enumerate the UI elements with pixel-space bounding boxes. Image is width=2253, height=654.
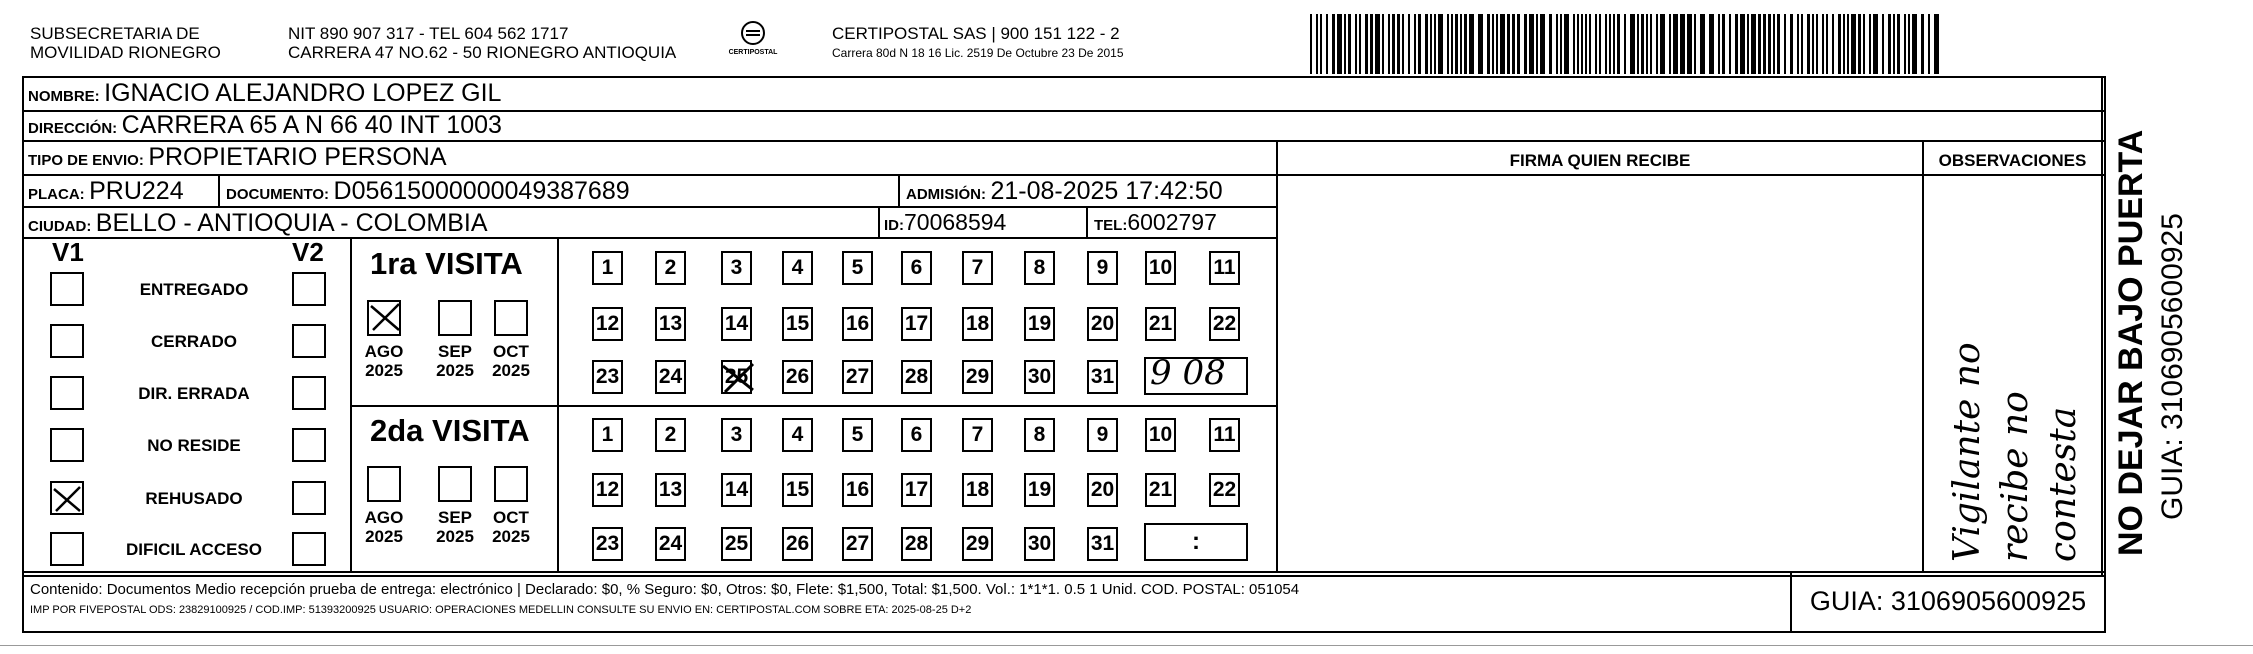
month-year: 2025 xyxy=(492,361,530,380)
tipo-envio-label: TIPO DE ENVIO: xyxy=(28,152,144,169)
tel-value: 6002797 xyxy=(1127,209,1217,235)
first-visit-day-box[interactable]: 23 xyxy=(592,360,623,394)
sender-nit-line2: CARRERA 47 NO.62 - 50 RIONEGRO ANTIOQUIA xyxy=(288,43,677,62)
admision-value: 21-08-2025 17:42:50 xyxy=(990,177,1223,205)
month-name: SEP xyxy=(437,508,473,527)
side-warning: NO DEJAR BAJO PUERTA xyxy=(2112,129,2150,556)
first-visit-day-box[interactable]: 30 xyxy=(1024,360,1055,394)
barcode xyxy=(1310,14,1950,74)
second-visit-day-box[interactable]: 13 xyxy=(655,473,686,507)
admision-label: ADMISIÓN: xyxy=(906,186,986,203)
v2-checkbox[interactable] xyxy=(292,532,326,566)
first-visit-day-box[interactable]: 24 xyxy=(655,360,686,394)
v2-header: V2 xyxy=(292,237,324,267)
first-visit-day-box[interactable]: 25 xyxy=(721,360,752,394)
id-field xyxy=(884,209,1006,236)
second-visit-day-box[interactable]: 15 xyxy=(782,473,813,507)
tipo-envio-row xyxy=(28,143,447,172)
first-visit-day-box[interactable]: 20 xyxy=(1087,307,1118,341)
day-cross-mark-icon xyxy=(721,360,755,401)
month-name: AGO xyxy=(364,342,404,361)
tel-label: TEL: xyxy=(1094,217,1128,234)
second-visit-day-box[interactable]: 6 xyxy=(901,418,932,452)
first-visit-day-box[interactable]: 18 xyxy=(962,307,993,341)
month-year: 2025 xyxy=(365,361,403,380)
v1-checkbox[interactable] xyxy=(50,532,84,566)
direccion-label: DIRECCIÓN: xyxy=(28,120,118,137)
v2-checkbox[interactable] xyxy=(292,428,326,462)
second-visit-day-box[interactable]: 1 xyxy=(592,418,623,452)
first-visit-day-box[interactable]: 9 xyxy=(1087,251,1118,285)
first-visit-day-box[interactable]: 6 xyxy=(901,251,932,285)
first-visit-day-box[interactable]: 4 xyxy=(782,251,813,285)
first-visit-month-checkbox[interactable] xyxy=(438,300,472,336)
second-visit-day-box[interactable]: 23 xyxy=(592,527,623,561)
second-visit-day-box[interactable]: 9 xyxy=(1087,418,1118,452)
second-visit-day-box[interactable]: 31 xyxy=(1087,527,1118,561)
second-visit-day-box[interactable]: 12 xyxy=(592,473,623,507)
status-label: DIR. ERRADA xyxy=(138,384,250,403)
first-visit-day-box[interactable]: 16 xyxy=(842,307,873,341)
first-visit-month-label xyxy=(428,342,482,380)
second-visit-month-checkbox[interactable] xyxy=(438,466,472,502)
observation-handwriting: Vigilante no recibe no contesta xyxy=(1947,342,2084,562)
first-visit-month-label xyxy=(484,342,538,380)
second-visit-month-label xyxy=(357,508,411,546)
second-visit-day-box[interactable]: 26 xyxy=(782,527,813,561)
second-visit-month-checkbox[interactable] xyxy=(367,466,401,502)
month-year: 2025 xyxy=(436,361,474,380)
first-visit-day-box[interactable]: 21 xyxy=(1145,307,1176,341)
second-visit-label: 2da VISITA xyxy=(370,413,530,448)
second-visit-day-box[interactable]: 14 xyxy=(721,473,752,507)
status-label: ENTREGADO xyxy=(139,280,249,299)
second-visit-day-box[interactable]: 10 xyxy=(1145,418,1176,452)
observaciones-header: OBSERVACIONES xyxy=(1938,151,2087,170)
first-visit-day-box[interactable]: 28 xyxy=(901,360,932,394)
footer-frame xyxy=(22,573,2106,633)
v1-checkbox[interactable] xyxy=(50,481,84,515)
nombre-value: IGNACIO ALEJANDRO LOPEZ GIL xyxy=(104,79,502,107)
first-visit-month-label xyxy=(357,342,411,380)
placa-field xyxy=(28,177,184,206)
second-visit-month-label xyxy=(484,508,538,546)
sender-nit-line1: NIT 890 907 317 - TEL 604 562 1717 xyxy=(288,24,569,43)
second-visit-day-box[interactable]: 27 xyxy=(842,527,873,561)
first-visit-day-box[interactable]: 22 xyxy=(1209,307,1240,341)
second-visit-day-box[interactable]: 21 xyxy=(1145,473,1176,507)
courier-line2: Carrera 80d N 18 16 Lic. 2519 De Octubre 23 De 2015 xyxy=(832,46,1124,60)
certipostal-logo xyxy=(728,20,778,56)
second-visit-day-box[interactable]: 24 xyxy=(655,527,686,561)
second-visit-day-box[interactable]: 16 xyxy=(842,473,873,507)
first-visit-label: 1ra VISITA xyxy=(370,246,523,281)
first-visit-time: 9 08 xyxy=(1150,353,1226,393)
first-visit-day-box[interactable]: 8 xyxy=(1024,251,1055,285)
side-guia: GUIA: 3106905600925 xyxy=(2156,213,2189,520)
second-visit-day-box[interactable]: 7 xyxy=(962,418,993,452)
v1-header: V1 xyxy=(52,237,84,267)
second-visit-day-box[interactable]: 25 xyxy=(721,527,752,561)
footer-imp: IMP POR FIVEPOSTAL ODS: 23829100925 / COD.IMP: 51393200925 USUARIO: OPERACIONES MEDELLIN CONSULTE SU ENVIO EN: CERTIPOSTAL.COM SOBRE ETA: 2025-08-25 D+2 xyxy=(30,604,972,616)
second-visit-day-box[interactable]: 17 xyxy=(901,473,932,507)
first-visit-day-box[interactable]: 14 xyxy=(721,307,752,341)
second-visit-day-box[interactable]: 5 xyxy=(842,418,873,452)
second-visit-day-box[interactable]: 4 xyxy=(782,418,813,452)
firma-header: FIRMA QUIEN RECIBE xyxy=(1509,151,1691,170)
second-visit-day-box[interactable]: 28 xyxy=(901,527,932,561)
first-visit-day-box[interactable]: 19 xyxy=(1024,307,1055,341)
first-visit-day-box[interactable]: 11 xyxy=(1209,251,1240,285)
second-visit-day-box[interactable]: 18 xyxy=(962,473,993,507)
v1-checkbox[interactable] xyxy=(50,376,84,410)
month-name: OCT xyxy=(493,342,529,361)
id-label: ID: xyxy=(884,217,904,234)
first-visit-day-box[interactable]: 31 xyxy=(1087,360,1118,394)
check-mark-icon xyxy=(367,300,403,336)
month-name: SEP xyxy=(437,342,473,361)
certipostal-logo-text: CERTIPOSTAL xyxy=(728,49,778,56)
courier-line1: CERTIPOSTAL SAS | 900 151 122 - 2 xyxy=(832,24,1120,43)
second-visit-day-box[interactable]: 20 xyxy=(1087,473,1118,507)
second-visit-time-box xyxy=(1144,523,1248,561)
certipostal-logo-icon xyxy=(738,20,768,46)
first-visit-day-box[interactable]: 1 xyxy=(592,251,623,285)
month-name: OCT xyxy=(493,508,529,527)
second-visit-day-box[interactable]: 11 xyxy=(1209,418,1240,452)
sender-org-line2: MOVILIDAD RIONEGRO xyxy=(30,43,221,62)
first-visit-day-box[interactable]: 3 xyxy=(721,251,752,285)
month-year: 2025 xyxy=(436,527,474,546)
nombre-label: NOMBRE: xyxy=(28,88,100,105)
first-visit-day-box[interactable]: 12 xyxy=(592,307,623,341)
nombre-row xyxy=(28,79,501,108)
v1-checkbox[interactable] xyxy=(50,324,84,358)
first-visit-day-box[interactable]: 29 xyxy=(962,360,993,394)
first-visit-day-box[interactable]: 15 xyxy=(782,307,813,341)
first-visit-day-box[interactable]: 17 xyxy=(901,307,932,341)
id-value: 70068594 xyxy=(904,209,1007,235)
sender-org xyxy=(30,24,221,62)
ciudad-field xyxy=(28,209,488,238)
ciudad-value: BELLO - ANTIOQUIA - COLOMBIA xyxy=(95,209,488,237)
month-name: AGO xyxy=(364,508,404,527)
documento-field xyxy=(226,177,630,206)
check-mark-icon xyxy=(50,481,84,515)
second-visit-day-box[interactable]: 3 xyxy=(721,418,752,452)
footer-guia: GUIA: 3106905600925 xyxy=(1809,586,2087,616)
status-label: REHUSADO xyxy=(145,489,243,508)
documento-label: DOCUMENTO: xyxy=(226,186,330,203)
v2-checkbox[interactable] xyxy=(292,376,326,410)
second-visit-day-box[interactable]: 29 xyxy=(962,527,993,561)
documento-value: D05615000000049387689 xyxy=(333,177,630,205)
second-visit-time-placeholder: : xyxy=(1192,528,1200,555)
first-visit-month-checkbox[interactable] xyxy=(367,300,401,336)
admision-field xyxy=(906,177,1223,206)
month-year: 2025 xyxy=(492,527,530,546)
tipo-envio-value: PROPIETARIO PERSONA xyxy=(148,143,447,171)
status-label: DIFICIL ACCESO xyxy=(125,540,262,559)
first-visit-day-box[interactable]: 13 xyxy=(655,307,686,341)
first-visit-day-box[interactable]: 10 xyxy=(1145,251,1176,285)
footer-contenido: Contenido: Documentos Medio recepción prueba de entrega: electrónico | Declarado: $0, % Seguro: $0, Otros: $0, Flete: $1,500, Total: $1,500. Vol.: 1*1*1. 0.5 1 Unid. COD. POSTAL: 051054 xyxy=(30,581,1300,598)
v2-checkbox[interactable] xyxy=(292,481,326,515)
first-visit-day-box[interactable]: 5 xyxy=(842,251,873,285)
courier-info xyxy=(832,24,1124,62)
second-visit-day-box[interactable]: 8 xyxy=(1024,418,1055,452)
direccion-value: CARRERA 65 A N 66 40 INT 1003 xyxy=(121,111,502,139)
placa-value: PRU224 xyxy=(89,177,184,205)
first-visit-month-checkbox[interactable] xyxy=(494,300,528,336)
second-visit-day-box[interactable]: 19 xyxy=(1024,473,1055,507)
first-visit-time-box xyxy=(1144,353,1248,395)
first-visit-day-box[interactable]: 26 xyxy=(782,360,813,394)
placa-label: PLACA: xyxy=(28,186,85,203)
second-visit-month-label xyxy=(428,508,482,546)
second-visit-day-box[interactable]: 30 xyxy=(1024,527,1055,561)
first-visit-day-box[interactable]: 2 xyxy=(655,251,686,285)
first-visit-day-box[interactable]: 7 xyxy=(962,251,993,285)
second-visit-day-box[interactable]: 22 xyxy=(1209,473,1240,507)
ciudad-label: CIUDAD: xyxy=(28,218,92,235)
first-visit-day-box[interactable]: 27 xyxy=(842,360,873,394)
second-visit-month-checkbox[interactable] xyxy=(494,466,528,502)
v1-checkbox[interactable] xyxy=(50,428,84,462)
v2-checkbox[interactable] xyxy=(292,324,326,358)
tel-field xyxy=(1094,209,1217,236)
sender-nit xyxy=(288,24,676,62)
second-visit-day-box[interactable]: 2 xyxy=(655,418,686,452)
sender-org-line1: SUBSECRETARIA DE xyxy=(30,24,200,43)
status-label: NO RESIDE xyxy=(147,436,241,455)
v1-checkbox[interactable] xyxy=(50,272,84,306)
month-year: 2025 xyxy=(365,527,403,546)
v2-checkbox[interactable] xyxy=(292,272,326,306)
direccion-row xyxy=(28,111,502,140)
status-label: CERRADO xyxy=(151,332,237,351)
